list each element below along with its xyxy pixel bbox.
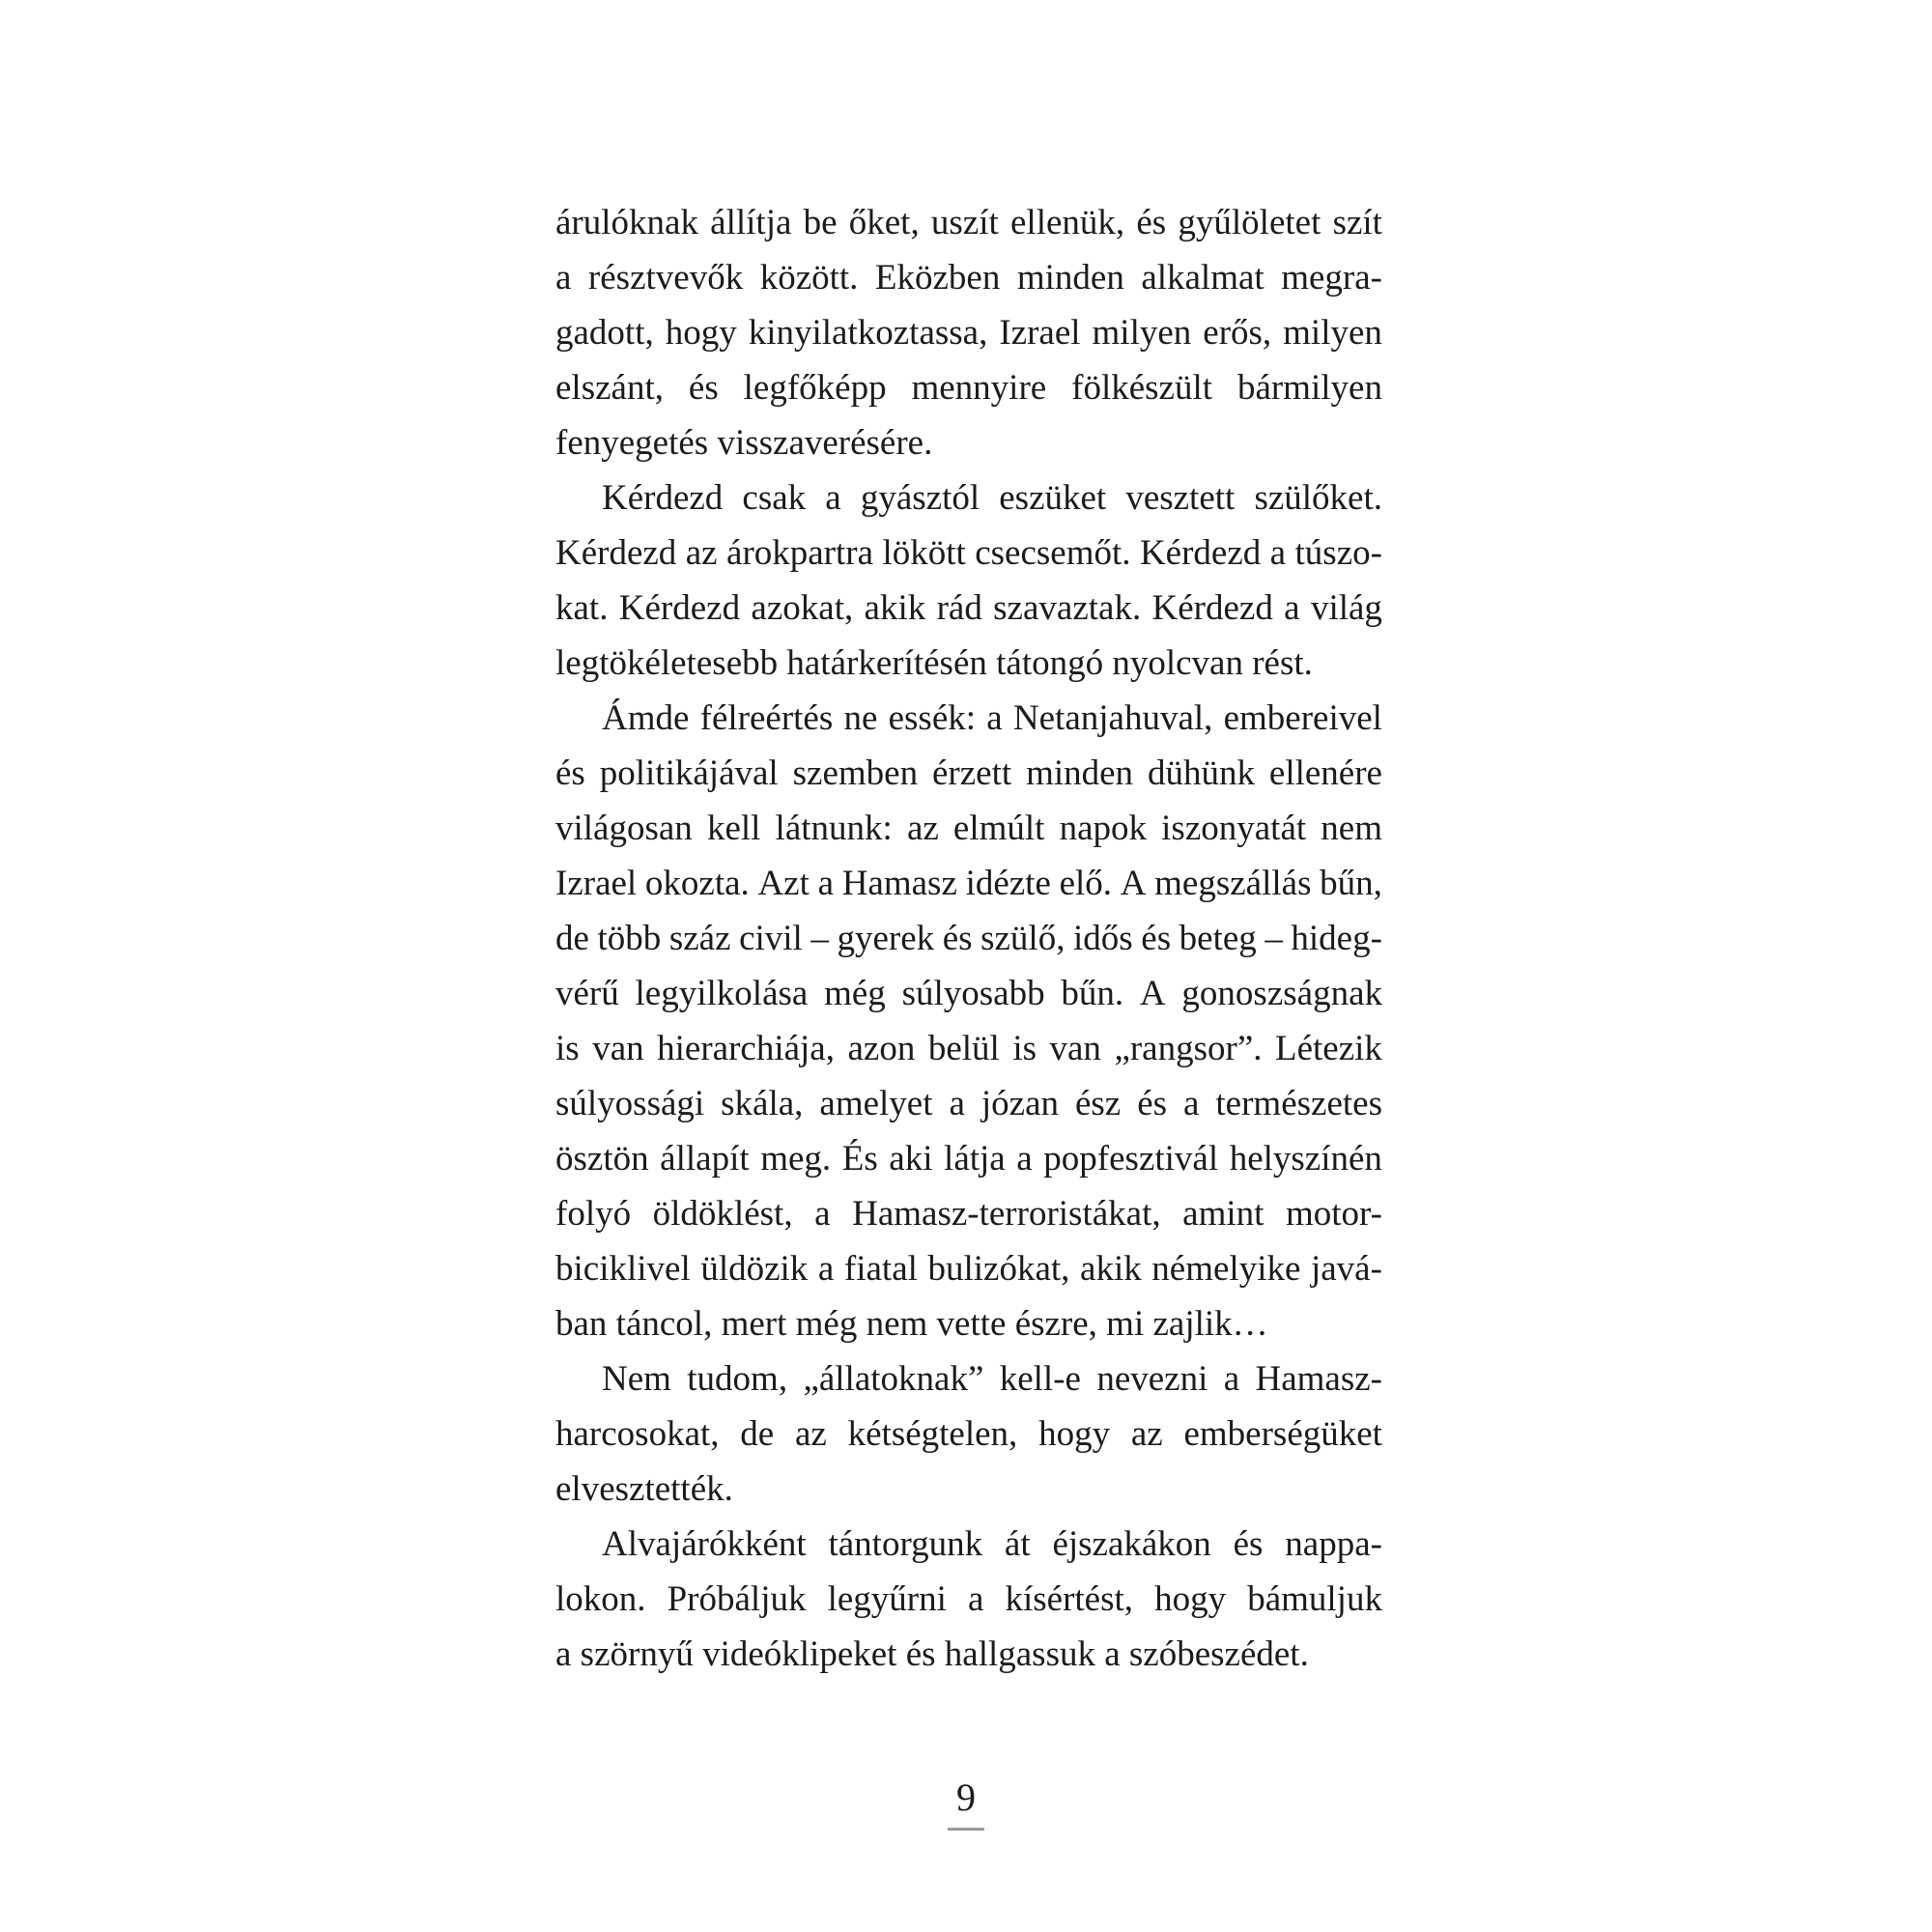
text-line: a szörnyű videóklipeket és hallgassuk a szóbeszédet. bbox=[555, 1634, 1309, 1674]
text-line: súlyossági skála, amelyet a józan ész és a természetes bbox=[555, 1084, 1382, 1123]
text-line: a résztvevők között. Eközben minden alkalmat megra- bbox=[555, 258, 1382, 298]
text-line: gadott, hogy kinyilatkoztassa, Izrael milyen erős, milyen bbox=[555, 313, 1382, 353]
text-line: Nem tudom, „állatoknak” kell-e nevezni a Hamasz- bbox=[602, 1359, 1382, 1399]
text-line: elszánt, és legfőképp mennyire fölkészült bármilyen bbox=[555, 368, 1382, 408]
text-line: is van hierarchiája, azon belül is van „rangsor”. Létezik bbox=[555, 1029, 1382, 1068]
text-line: fenyegetés visszaverésére. bbox=[555, 423, 933, 463]
text-line: biciklivel üldözik a fiatal bulizókat, akik némelyike javá- bbox=[555, 1249, 1382, 1289]
text-line: ösztön állapít meg. És aki látja a popfesztivál helyszínén bbox=[555, 1139, 1382, 1179]
text-line: Kérdezd az árokpartra lökött csecsemőt. Kérdezd a túszo- bbox=[555, 533, 1382, 573]
text-line: elvesztették. bbox=[555, 1469, 733, 1509]
text-line: kat. Kérdezd azokat, akik rád szavaztak. Kérdezd a világ bbox=[555, 588, 1382, 628]
text-line: legtökéletesebb határkerítésén tátongó nyolcvan rést. bbox=[555, 643, 1313, 683]
text-line: és politikájával szemben érzett minden dühünk ellenére bbox=[555, 753, 1382, 793]
text-line: árulóknak állítja be őket, uszít ellenük, és gyűlöletet szít bbox=[555, 203, 1382, 242]
text-line: világosan kell látnunk: az elmúlt napok iszonyatát nem bbox=[555, 809, 1382, 848]
text-line: de több száz civil – gyerek és szülő, idős és beteg – hideg- bbox=[555, 919, 1382, 958]
text-line: Alvajárókként tántorgunk át éjszakákon és nappa- bbox=[602, 1524, 1382, 1564]
text-line: harcosokat, de az kétségtelen, hogy az emberségüket bbox=[555, 1414, 1382, 1454]
text-line: vérű legyilkolása még súlyosabb bűn. A gonoszságnak bbox=[555, 974, 1382, 1013]
page-number-rule bbox=[948, 1828, 984, 1831]
text-line: ban táncol, mert még nem vette észre, mi zajlik… bbox=[555, 1304, 1268, 1344]
text-line: folyó öldöklést, a Hamasz-terroristákat, amint motor- bbox=[555, 1194, 1382, 1234]
text-line: Izrael okozta. Azt a Hamasz idézte elő. A megszállás bűn, bbox=[555, 864, 1382, 903]
text-line: Kérdezd csak a gyásztól eszüket vesztett szülőket. bbox=[602, 478, 1382, 518]
text-line: lokon. Próbáljuk legyűrni a kísértést, hogy bámuljuk bbox=[555, 1579, 1382, 1619]
text-line: Ámde félreértés ne essék: a Netanjahuval, embereivel bbox=[602, 698, 1382, 738]
page-number: 9 bbox=[956, 1776, 976, 1819]
page-footer bbox=[553, 1776, 1379, 1831]
body-text bbox=[555, 195, 1382, 1682]
